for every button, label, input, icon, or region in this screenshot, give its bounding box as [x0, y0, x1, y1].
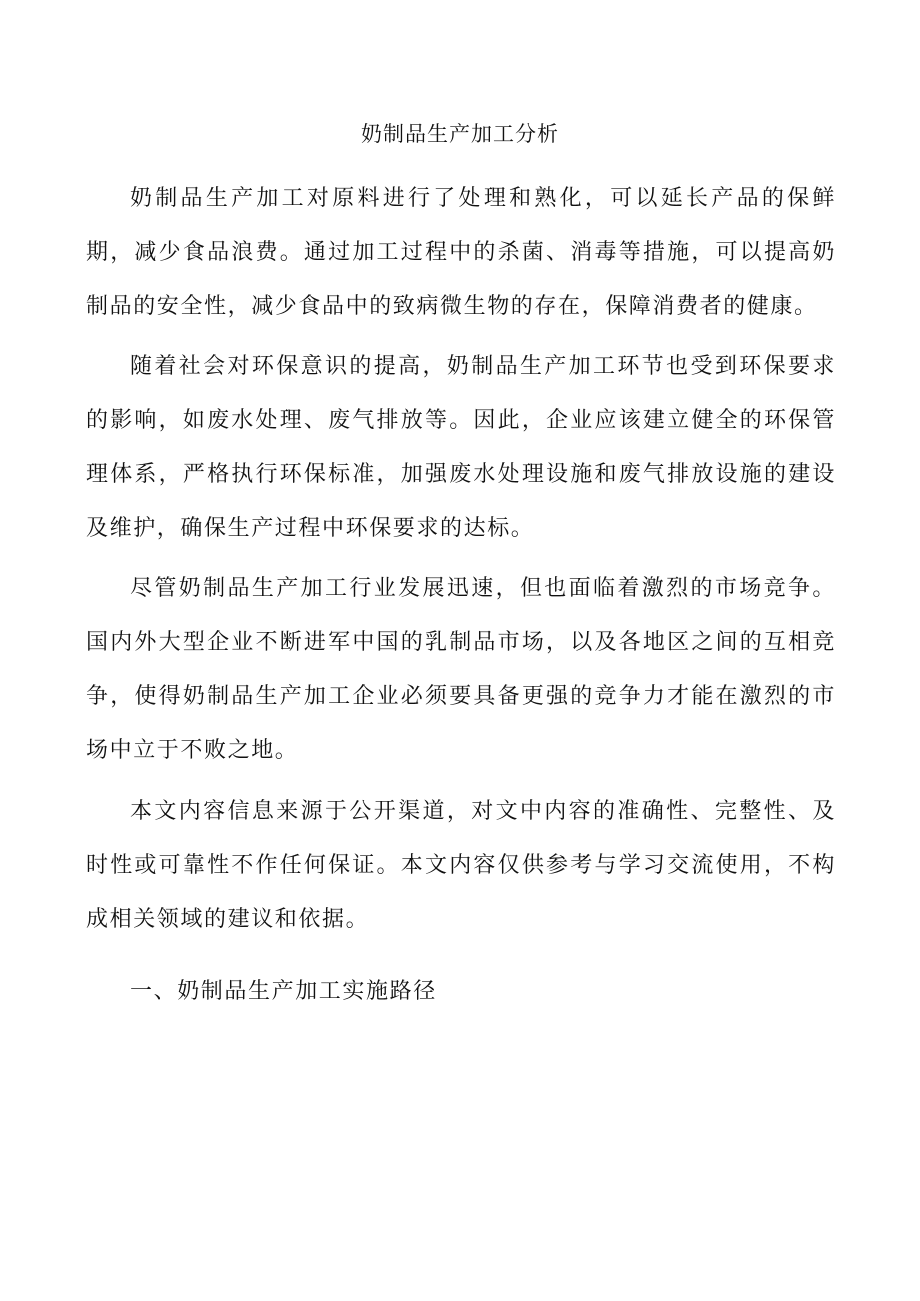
paragraph-environmental-requirements: 随着社会对环保意识的提高，奶制品生产加工环节也受到环保要求的影响，如废水处理、废气排放等。因此，企业应该建立健全的环保管理体系，严格执行环保标准，加强废水处理设施和废气排放设施的建设及维护，确保生产过程中环保要求的达标。	[86, 354, 836, 541]
paragraph-market-competition: 尽管奶制品生产加工行业发展迅速，但也面临着激烈的市场竞争。国内外大型企业不断进军中国的乳制品市场，以及各地区之间的互相竞争，使得奶制品生产加工企业必须要具备更强的竞争力才能在激烈的市场中立于不败之地。	[86, 576, 836, 763]
paragraph-preservation-safety: 奶制品生产加工对原料进行了处理和熟化，可以延长产品的保鲜期，减少食品浪费。通过加工过程中的杀菌、消毒等措施，可以提高奶制品的安全性，减少食品中的致病微生物的存在，保障消费者的健康。	[86, 186, 836, 319]
document-title: 奶制品生产加工分析	[361, 122, 559, 146]
section-heading: 一、奶制品生产加工实施路径	[130, 979, 437, 1004]
paragraph-disclaimer: 本文内容信息来源于公开渠道，对文中内容的准确性、完整性、及时性或可靠性不作任何保证。本文内容仅供参考与学习交流使用，不构成相关领域的建议和依据。	[86, 799, 836, 932]
